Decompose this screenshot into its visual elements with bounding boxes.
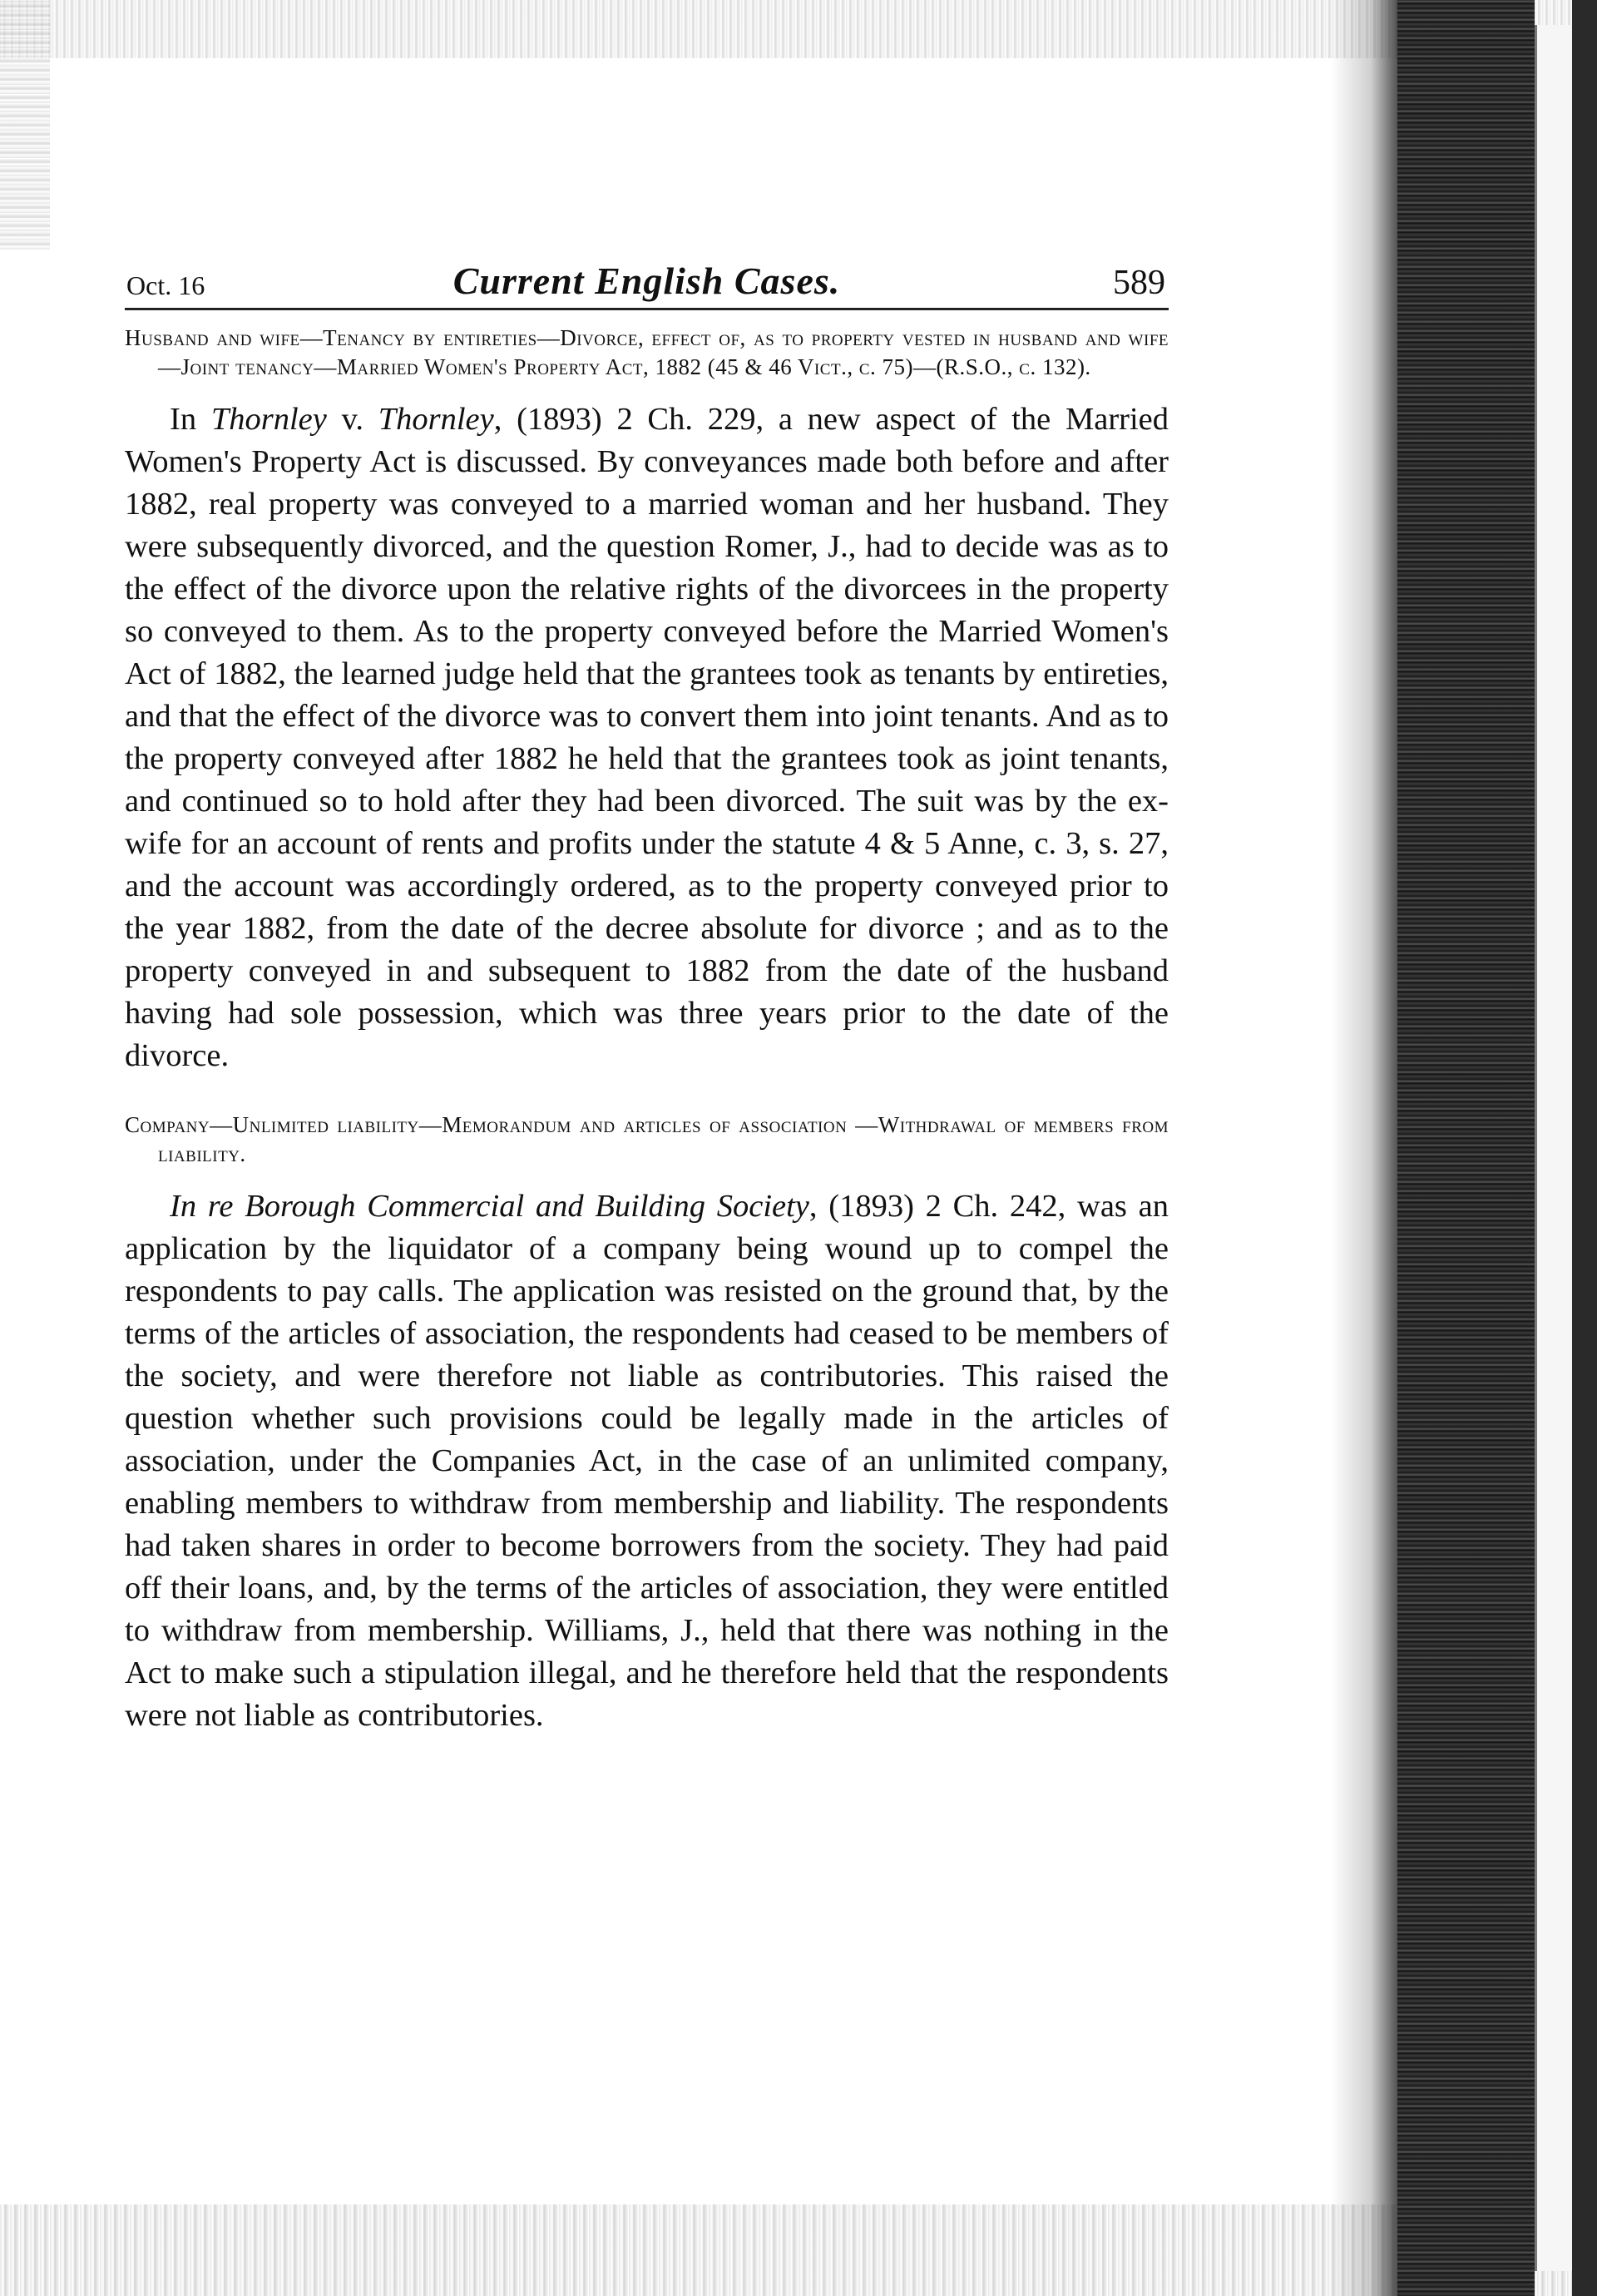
page-content: [125, 250, 1169, 1769]
page-number: 589: [1113, 264, 1165, 302]
case-name-thornley-a: Thornley: [210, 402, 327, 437]
paragraph-lead: In: [170, 402, 211, 437]
section-heading-husband-and-wife: Husband and wife—Tenancy by entireties—Divorce, effect of, as to property vested in husband and wife—Joint tenancy—Married Women's Property Act, 1882 (45 & 46 Vict., c. 75)—(R.S.O., c. 132).: [125, 325, 1169, 379]
paragraph-body-thornley: , (1893) 2 Ch. 229, a new aspect of the Married Women's Property Act is discussed. By conveyances made both before and after 1882, real property was conveyed to a married woman and her husband. They were subsequently divorced, and the question Romer, J., had to decide was as to the effect of the divorce upon the relative rights of the divorcees in the property so conveyed to them. As to the property conveyed before the Married Women's Act of 1882, the learned judge held that the grantees took as tenants by entireties, and that the effect of the divorce was to convert them into joint tenants. And as to the property conveyed after 1882 he held that the grantees took as joint tenants, and continued so to hold after they had been divorced. The suit was by the ex-wife for an account of rents and profits under the statute 4 & 5 Anne, c. 3, s. 27, and the account was accordingly ordered, as to the property conveyed prior to the year 1882, from the date of the decree absolute for divorce ; and as to the property conveyed in and subsequent to 1882 from the date of the husband having had sole possession, which was three years prior to the date of the divorce.: [125, 402, 1169, 1073]
scan-noise-left: [0, 0, 50, 250]
case-name-borough-commercial: In re Borough Commercial and Building Society: [170, 1189, 809, 1224]
binding-right-strip: [1572, 0, 1597, 2296]
running-head: [125, 250, 1169, 310]
running-head-date: Oct. 16: [126, 270, 205, 300]
case-name-separator: v.: [326, 402, 378, 437]
page-edge: [1535, 25, 1576, 2271]
running-head-title: Current English Cases.: [452, 260, 841, 302]
binding-shadow: [1331, 0, 1397, 2296]
paragraph-body-borough-commercial: , (1893) 2 Ch. 242, was an application by the liquidator of a company being wound up to compel the respondents to pay calls. The application was resisted on the ground that, by the terms of the articles of association, the respondents had ceased to be members of the society, and were therefore not liable as contributories. This raised the question whether such provisions could be legally made in the articles of association, under the Companies Act, in the case of an unlimited company, enabling members to withdraw from membership and liability. The respondents had taken shares in order to become borrowers from the society. They had paid off their loans, and, by the terms of the articles of association, they were entitled to withdraw from membership. Williams, J., held that there was nothing in the Act to make such a stipulation illegal, and he therefore held that the respondents were not liable as contributories.: [125, 1189, 1169, 1733]
paragraph-borough-commercial: [125, 1185, 1169, 1737]
book-binding: [1397, 0, 1535, 2296]
case-name-thornley-b: Thornley: [378, 402, 494, 437]
section-heading-company: Company—Unlimited liability—Memorandum and articles of association —Withdrawal of members from liability.: [125, 1112, 1169, 1166]
paragraph-thornley: [125, 398, 1169, 1077]
